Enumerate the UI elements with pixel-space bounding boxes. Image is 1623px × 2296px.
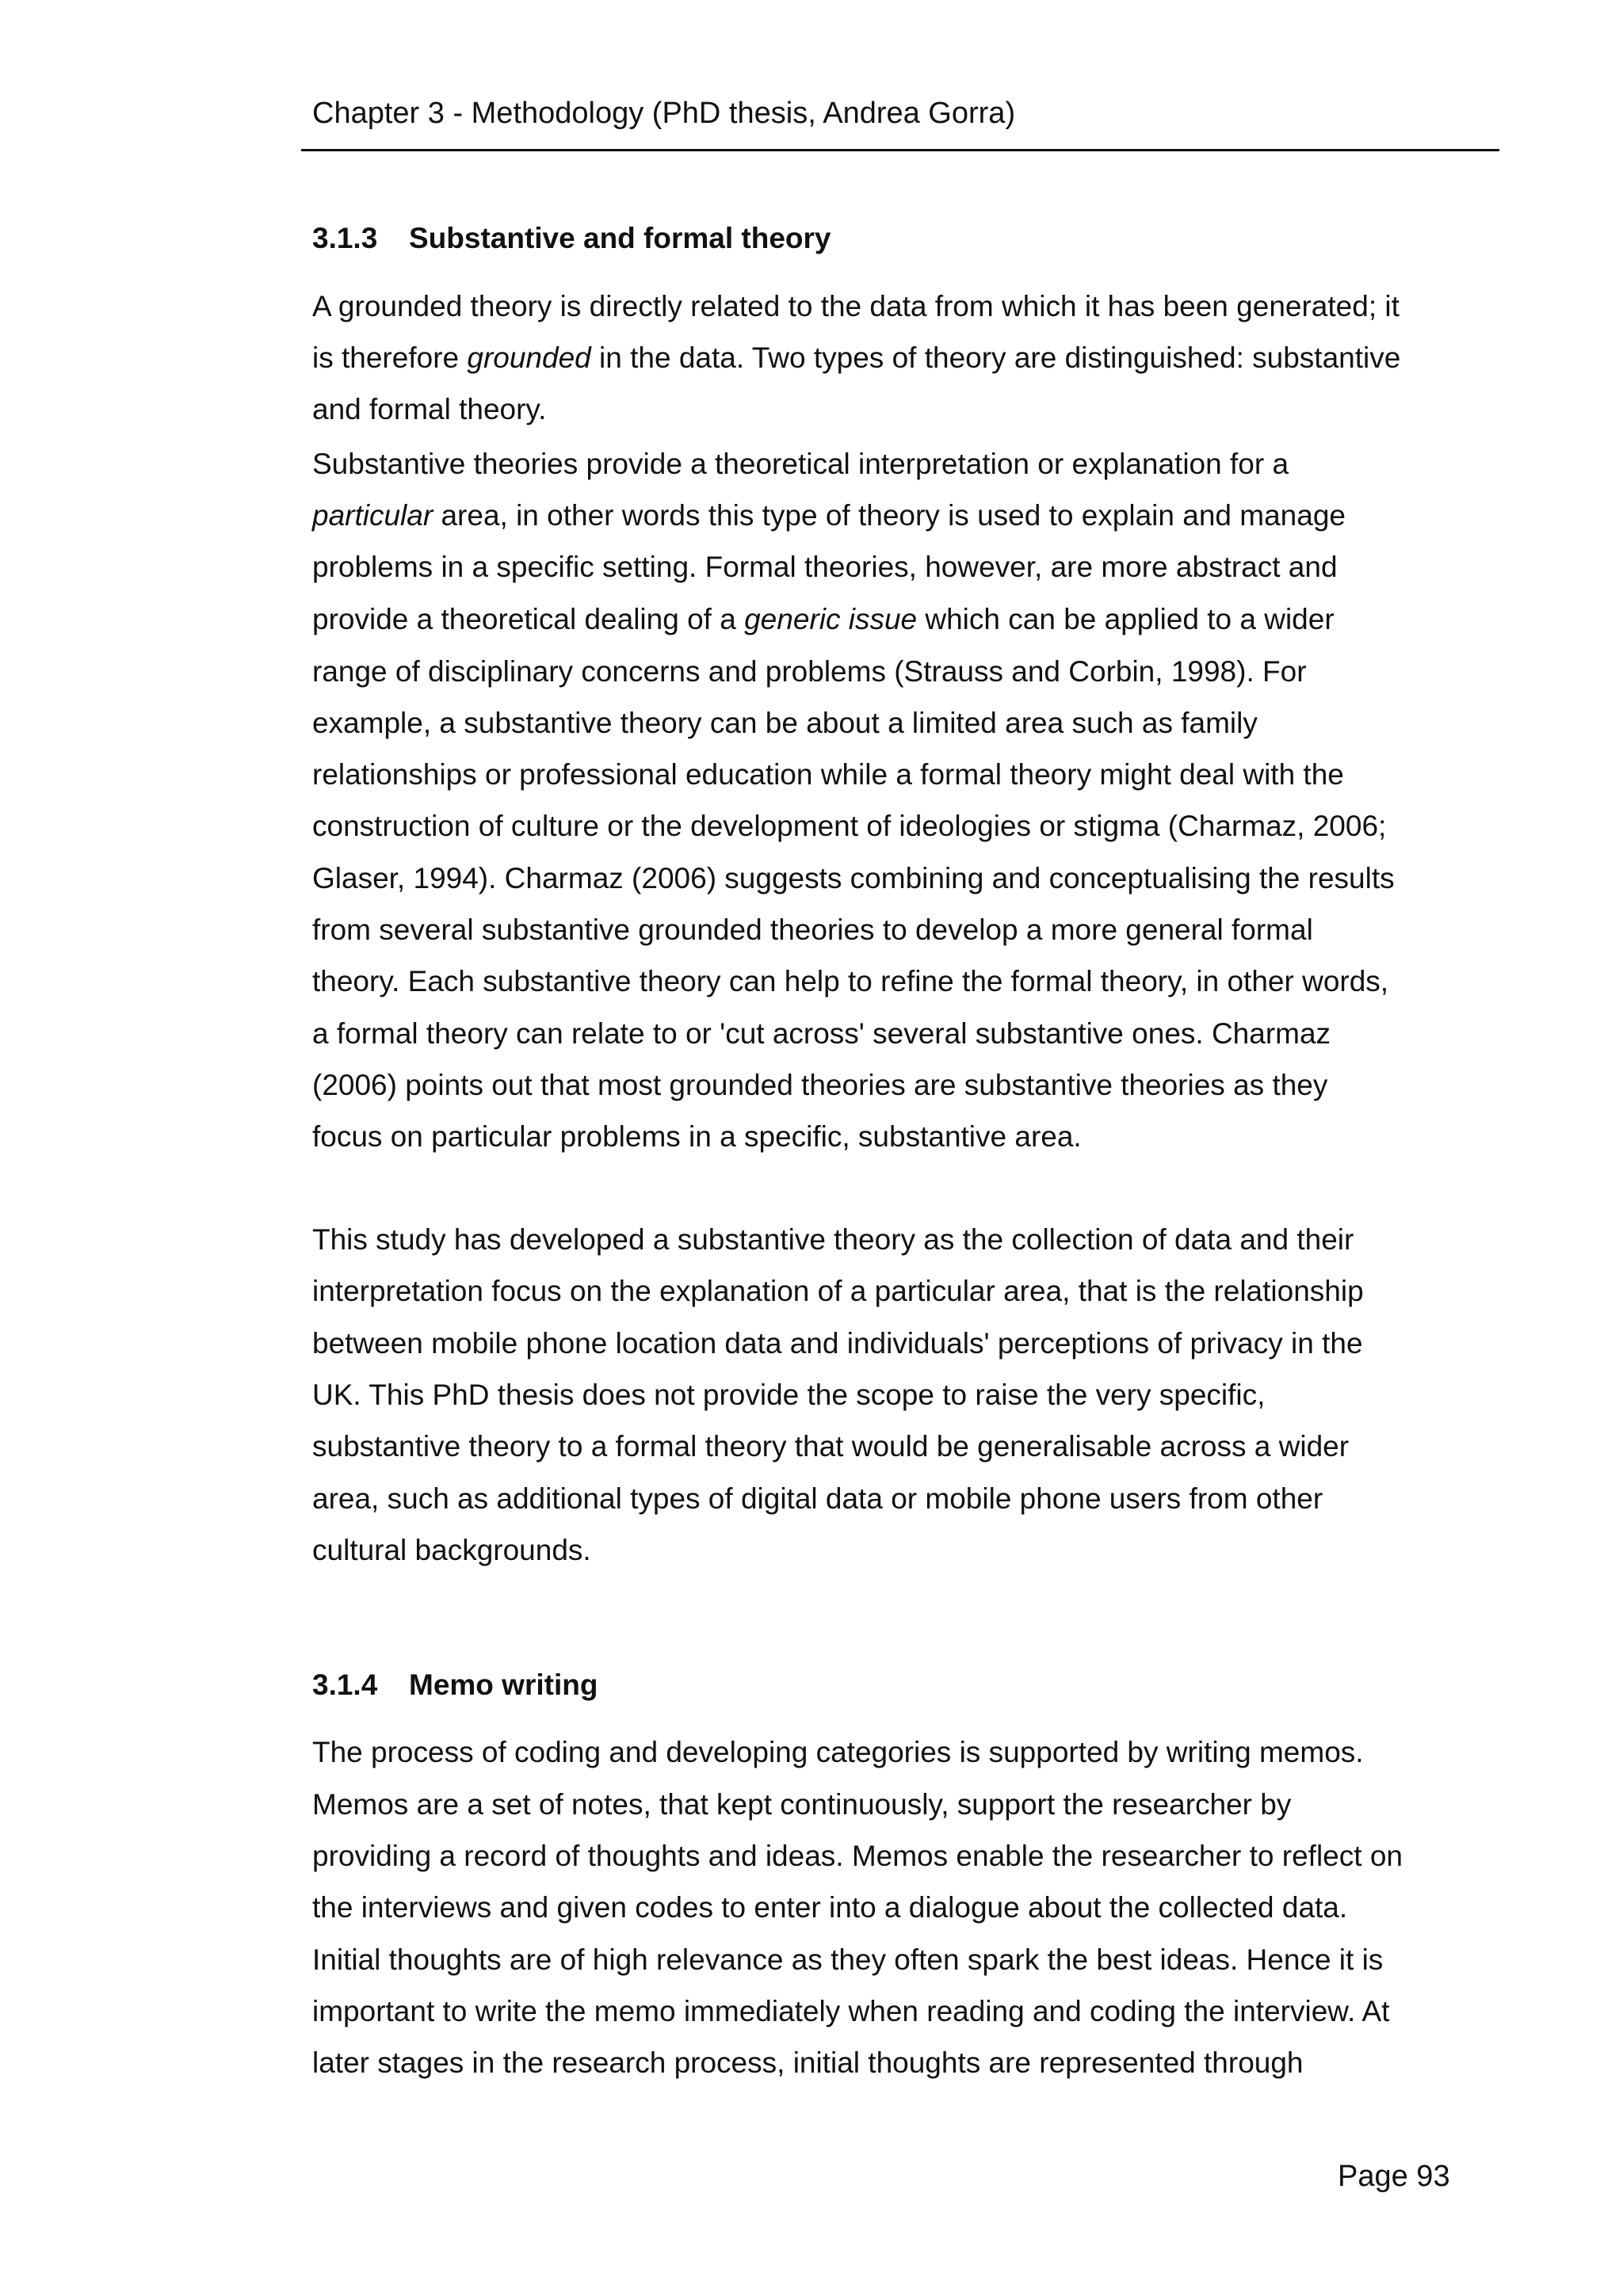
body-text-line: area, such as additional types of digital data or mobile phone users from other	[312, 1482, 1323, 1515]
header-rule	[301, 149, 1499, 151]
body-text-line: relationships or professional education while a formal theory might deal with the	[312, 758, 1344, 791]
body-text-line: a formal theory can relate to or 'cut across' several substantive ones. Charmaz	[312, 1017, 1331, 1050]
emphasis: generic issue	[744, 603, 918, 635]
body-text-line: (2006) points out that most grounded theories are substantive theories as they	[312, 1069, 1328, 1101]
body-text-line: particular area, in other words this type of theory is used to explain and manage	[312, 499, 1346, 532]
body-text-line: Initial thoughts are of high relevance as they often spark the best ideas. Hence it is	[312, 1943, 1384, 1976]
body-text-line: problems in a specific setting. Formal theories, however, are more abstract and	[312, 551, 1338, 583]
body-text-line: A grounded theory is directly related to the data from which it has been generated; it	[312, 290, 1400, 322]
body-text-line: This study has developed a substantive theory as the collection of data and their	[312, 1223, 1354, 1256]
body-text-line: Glaser, 1994). Charmaz (2006) suggests combining and conceptualising the results	[312, 862, 1395, 894]
body-text-line: is therefore grounded in the data. Two types of theory are distinguished: substantive	[312, 341, 1401, 374]
page-number: Page 93	[1338, 2160, 1450, 2193]
section-heading-3-1-3	[312, 219, 831, 258]
body-text-line: cultural backgrounds.	[312, 1534, 591, 1566]
body-text-line: substantive theory to a formal theory that would be generalisable across a wider	[312, 1430, 1350, 1463]
body-text-line: provide a theoretical dealing of a generic issue which can be applied to a wider	[312, 603, 1335, 635]
body-text-line: and formal theory.	[312, 393, 547, 425]
body-text-line: The process of coding and developing categories is supported by writing memos.	[312, 1736, 1364, 1768]
body-text-line: providing a record of thoughts and ideas. Memos enable the researcher to reflect on	[312, 1840, 1403, 1872]
body-text-line: Substantive theories provide a theoretical interpretation or explanation for a	[312, 448, 1289, 480]
body-text-line: UK. This PhD thesis does not provide the scope to raise the very specific,	[312, 1379, 1266, 1411]
body-text-line: focus on particular problems in a specific, substantive area.	[312, 1120, 1082, 1153]
section-title: Substantive and formal theory	[409, 222, 831, 254]
body-text-line: Memos are a set of notes, that kept continuously, support the researcher by	[312, 1788, 1292, 1821]
body-text-line: range of disciplinary concerns and problems (Strauss and Corbin, 1998). For	[312, 655, 1307, 688]
body-text-line: between mobile phone location data and individuals' perceptions of privacy in the	[312, 1327, 1363, 1360]
section-heading-3-1-4	[312, 1665, 598, 1705]
body-text-line: construction of culture or the development of ideologies or stigma (Charmaz, 2006;	[312, 810, 1387, 842]
emphasis: particular	[312, 499, 433, 532]
body-text-line: example, a substantive theory can be about a limited area such as family	[312, 707, 1258, 739]
body-text-line: important to write the memo immediately when reading and coding the interview. At	[312, 1995, 1390, 2027]
body-text-line: interpretation focus on the explanation of a particular area, that is the relationship	[312, 1275, 1364, 1307]
emphasis: grounded	[467, 341, 591, 374]
body-text-line: the interviews and given codes to enter into a dialogue about the collected data.	[312, 1891, 1348, 1924]
section-title: Memo writing	[409, 1669, 598, 1701]
section-number: 3.1.4	[312, 1669, 378, 1701]
running-header: Chapter 3 - Methodology (PhD thesis, Andrea Gorra)	[312, 97, 1016, 130]
body-text-line: later stages in the research process, initial thoughts are represented through	[312, 2046, 1304, 2079]
body-text-line: from several substantive grounded theories to develop a more general formal	[312, 913, 1313, 946]
body-text-line: theory. Each substantive theory can help to refine the formal theory, in other words,	[312, 965, 1389, 997]
section-number: 3.1.3	[312, 222, 378, 254]
